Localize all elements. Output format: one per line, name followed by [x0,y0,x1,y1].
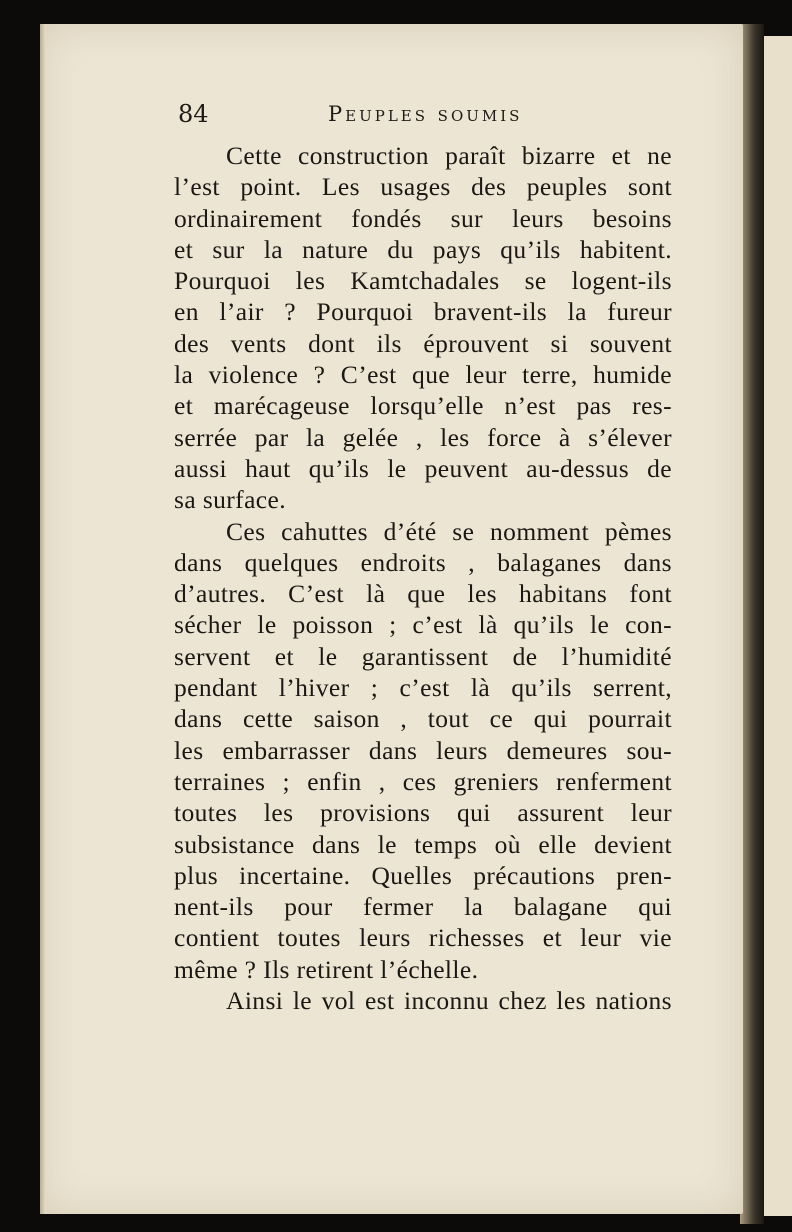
text-line: sécher le poisson ; c’est là qu’ils le con- [174,610,672,640]
page-number: 84 [178,100,209,128]
body-text [174,140,672,1016]
text-line: ordinairement fondés sur leurs besoins [174,203,672,233]
text-line: plus incertaine. Quelles précautions pren- [174,860,672,890]
text-line: servent et le garantissent de l’humidité [174,641,672,671]
page-header [178,100,678,136]
text-line: aussi haut qu’ils le peuvent au-dessus de [174,453,672,483]
text-line: Cette construction paraît bizarre et ne [226,141,672,170]
page-edge [40,24,46,1214]
text-line: et sur la nature du pays qu’ils habitent. [174,234,672,264]
text-line: l’est point. Les usages des peuples sont [174,172,672,202]
text-line: les embarrasser dans leurs demeures sou- [174,735,672,765]
running-title: Peuples soumis [328,102,523,126]
book-spine-shadow [740,24,764,1224]
text-line: et marécageuse lorsqu’elle n’est pas res- [174,391,672,421]
text-line: la violence ? C’est que leur terre, humide [174,360,672,390]
text-line: serrée par la gelée , les force à s’élever [174,422,672,452]
text-line: Ainsi le vol est inconnu chez les nations [226,986,672,1016]
text-line: toutes les provisions qui assurent leur [174,798,672,828]
text-line: en l’air ? Pourquoi bravent-ils la fureur [174,297,672,327]
text-line: nent-ils pour fermer la balagane qui [174,892,672,922]
text-line: subsistance dans le temps où elle devient [174,829,672,859]
text-line: dans quelques endroits , balaganes dans [174,547,672,577]
text-line: dans cette saison , tout ce qui pourrait [174,704,672,734]
next-page-edge [762,36,792,1216]
text-line: pendant l’hiver ; c’est là qu’ils serrent, [174,673,672,703]
text-line: sa surface. [174,485,287,515]
text-line: d’autres. C’est là que les habitans font [174,579,672,609]
text-line: même ? Ils retirent l’échelle. [174,954,479,984]
text-line: des vents dont ils éprouvent si souvent [174,328,672,358]
text-line: terraines ; enfin , ces greniers renferment [174,766,672,796]
text-line: contient toutes leurs richesses et leur vie [174,923,672,953]
text-line: Pourquoi les Kamtchadales se logent-ils [174,266,672,296]
text-line: Ces cahuttes d’été se nomment pèmes [226,516,672,546]
